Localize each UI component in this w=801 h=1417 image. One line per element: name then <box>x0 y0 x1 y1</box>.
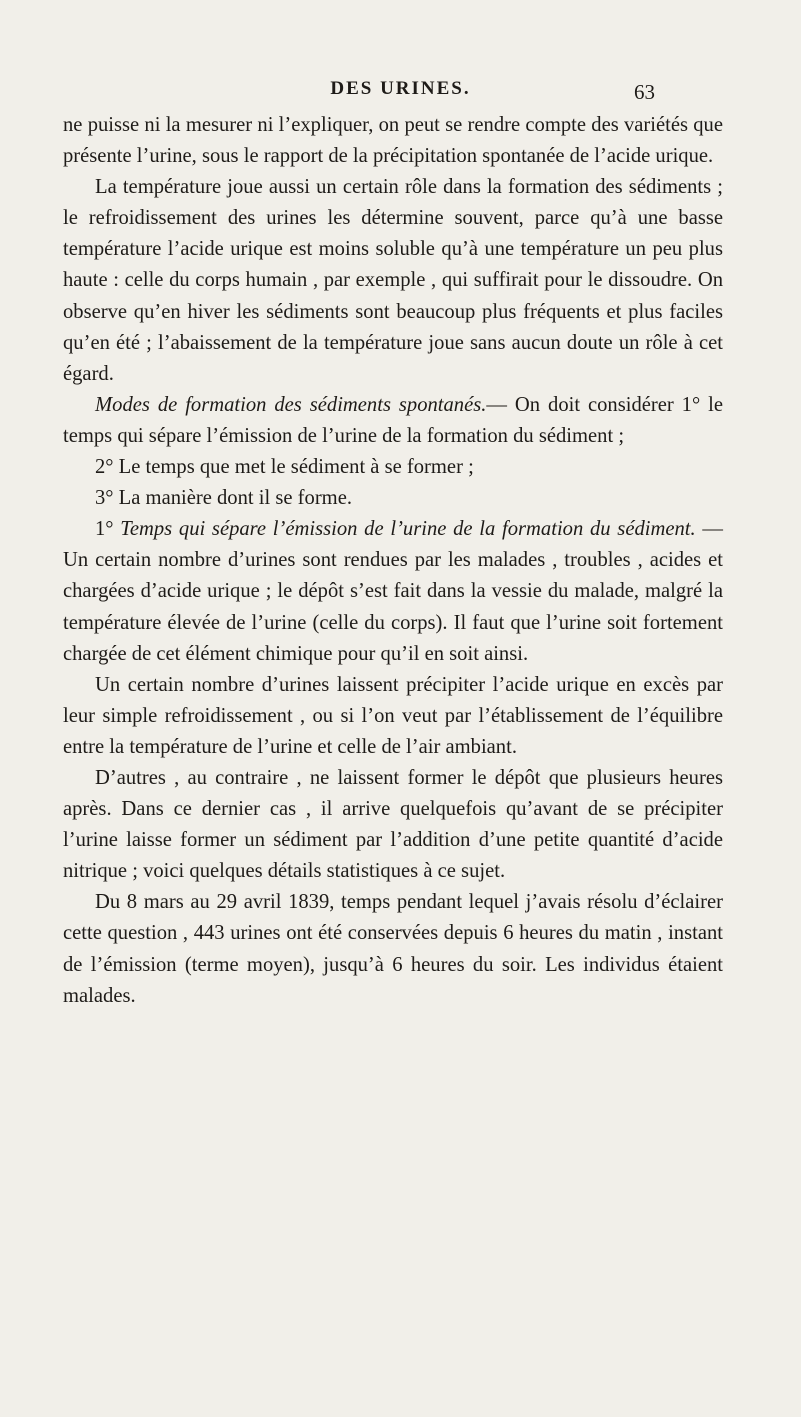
paragraph-text: Un certain nombre d’urines laissent précipiter l’acide urique en excès par leur simple refroidissement , ou si l’on veut par l’établissement de l’équilibre entre la température de l’urine et celle de l’air ambiant. <box>63 673 723 758</box>
paragraph-continuation <box>63 110 723 172</box>
section-title: Temps qui sépare l’émission de l’urine de la formation du sédiment. <box>120 518 696 541</box>
paragraph-statistiques <box>63 887 723 1011</box>
paragraph-refroidissement <box>63 670 723 763</box>
paragraph-section-1 <box>63 514 723 669</box>
paragraph-text: Du 8 mars au 29 avril 1839, temps pendant lequel j’avais résolu d’éclairer cette question , 443 urines ont été conservées depuis 6 heures du matin , instant de l’émission (terme moyen), jusqu’à 6 heures du soir. Les individus étaient malades. <box>63 891 723 1007</box>
paragraph-text: ne puisse ni la mesurer ni l’expliquer, on peut se rendre compte des variétés que présente l’urine, sous le rapport de la précipitation spontanée de l’acide urique. <box>63 114 723 168</box>
paragraph-text: 3° La manière dont il se forme. <box>95 487 352 510</box>
paragraph-item-2 <box>63 452 723 483</box>
paragraph-text: 2° Le temps que met le sédiment à se former ; <box>95 456 474 479</box>
paragraph-modes-formation <box>63 390 723 452</box>
paragraph-text: La température joue aussi un certain rôle dans la formation des sédiments ; le refroidissement des urines les détermine souvent, parce qu’à une basse température l’acide urique est moins soluble qu’à une température un peu plus haute : celle du corps humain , par exemple , qui suffirait pour le dissoudre. On observe qu’en hiver les sédiments sont beaucoup plus fréquents et plus faciles qu’en été ; l’abaissement de la température joue sans aucun doute un rôle à cet égard. <box>63 176 723 385</box>
paragraph-text: D’autres , au contraire , ne laissent former le dépôt que plusieurs heures après. Dans ce dernier cas , il arrive quelquefois qu’avant de se précipiter l’urine laisse former un sédiment par l’addition d’une petite quantité d’acide nitrique ; voici quelques détails statistiques à ce sujet. <box>63 766 723 883</box>
paragraph-autres <box>63 763 723 887</box>
paragraph-text: — Un certain nombre d’urines sont rendues par les malades , troubles , acides et chargées d’acide urique ; le dépôt s’est fait dans la vessie du malade, malgré la température élevée de l’urine (celle du corps). Il faut que l’urine soit fortement chargée de cet élément chimique pour qu’il en soit ainsi. <box>63 518 723 665</box>
section-number: 1° <box>95 518 114 541</box>
page-number: 63 <box>634 80 655 104</box>
paragraph-text: — On doit considérer 1° le temps qui sépare l’émission de l’urine de la formation du sédiment ; <box>63 393 723 447</box>
body-text <box>63 110 723 1012</box>
running-title: DES URINES. <box>330 78 471 99</box>
paragraph-item-3 <box>63 483 723 514</box>
running-head <box>0 78 801 108</box>
section-title: Modes de formation des sédiments spontanés. <box>95 393 487 416</box>
paragraph-temperature <box>63 172 723 390</box>
